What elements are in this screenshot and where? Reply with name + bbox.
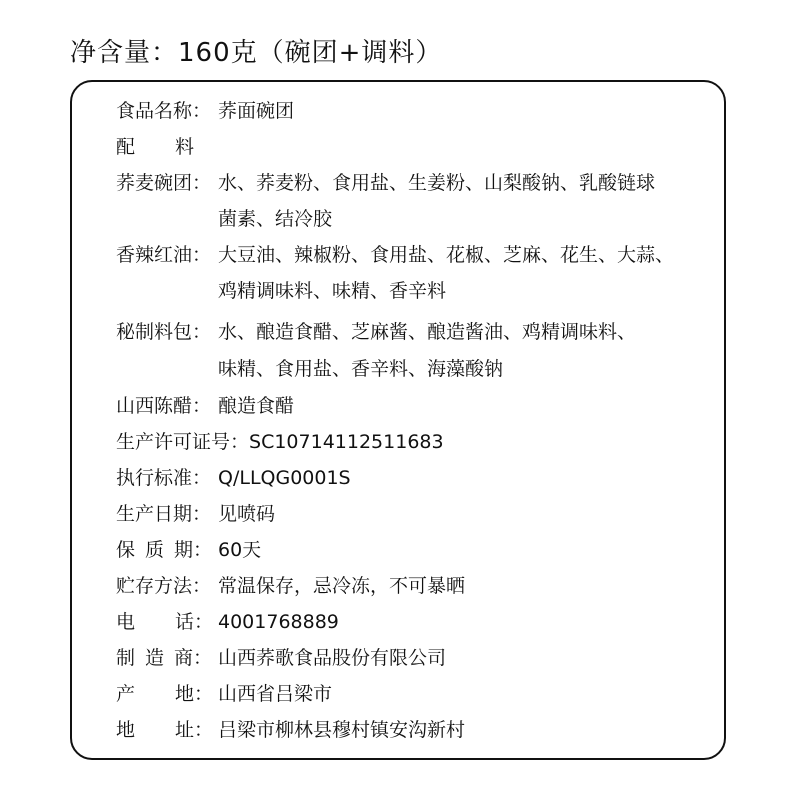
origin-value: 山西省吕梁市	[218, 683, 333, 705]
secret-sauce-key: 秘制料包：	[116, 321, 212, 343]
vinegar-key: 山西陈醋：	[116, 395, 212, 417]
secret-sauce-line2: 味精、食用盐、香辛料、海藻酸钠	[218, 358, 504, 380]
row-production-date	[116, 502, 275, 526]
phone-value: 4001768889	[218, 611, 339, 633]
product-name-key: 食品名称：	[116, 100, 212, 122]
net-weight-heading: 净含量：160克（碗团+调料）	[70, 38, 443, 68]
chili-oil-line2: 鸡精调味料、味精、香辛料	[218, 280, 447, 302]
production-date-value: 见喷码	[218, 503, 276, 525]
secret-sauce-line1: 水、酿造食醋、芝麻酱、酿造酱油、鸡精调味料、	[218, 321, 637, 343]
manufacturer-key-b: 造	[145, 647, 165, 669]
manufacturer-value: 山西荞歌食品股份有限公司	[218, 647, 447, 669]
row-ingredients-heading	[116, 135, 194, 159]
origin-key-a: 产	[116, 683, 136, 705]
chili-oil-line1: 大豆油、辣椒粉、食用盐、花椒、芝麻、花生、大蒜、	[218, 244, 675, 266]
standard-value: Q/LLQG0001S	[218, 467, 351, 489]
buckwheat-bowl-line1: 水、荞麦粉、食用盐、生姜粉、山梨酸钠、乳酸链球	[218, 172, 656, 194]
chili-oil-key: 香辣红油：	[116, 244, 212, 266]
row-buckwheat-bowl	[116, 171, 655, 195]
license-key: 生产许可证号：	[116, 431, 250, 453]
production-date-key: 生产日期：	[116, 503, 212, 525]
storage-key: 贮存方法：	[116, 575, 212, 597]
row-product-name	[116, 99, 294, 123]
origin-key-b: 地：	[175, 683, 214, 705]
manufacturer-key-a: 制	[116, 647, 136, 669]
row-manufacturer	[116, 646, 446, 670]
ingredients-heading-a: 配	[116, 136, 136, 158]
address-key-a: 地	[116, 719, 136, 741]
license-value: SC10714112511683	[249, 431, 444, 453]
address-key-b: 址：	[175, 719, 214, 741]
row-address	[116, 718, 465, 742]
storage-value: 常温保存，忌冷冻，不可暴晒	[218, 575, 466, 597]
phone-key-b: 话：	[175, 611, 214, 633]
row-standard	[116, 466, 351, 490]
row-storage	[116, 574, 465, 598]
product-name-value: 荞面碗团	[218, 100, 295, 122]
row-license	[116, 430, 444, 454]
row-secret-sauce	[116, 320, 636, 344]
phone-key-a: 电	[116, 611, 136, 633]
vinegar-value: 酿造食醋	[218, 395, 295, 417]
row-chili-oil	[116, 243, 674, 267]
shelf-life-key-b: 质	[145, 539, 165, 561]
shelf-life-value: 60天	[218, 539, 262, 561]
manufacturer-key-c: 商：	[174, 647, 213, 669]
address-value: 吕梁市柳林县穆村镇安沟新村	[218, 719, 466, 741]
buckwheat-bowl-line2: 菌素、结冷胶	[218, 208, 333, 230]
shelf-life-key-c: 期：	[174, 539, 213, 561]
ingredients-heading-b: 料	[175, 136, 195, 158]
buckwheat-bowl-key: 荞麦碗团：	[116, 172, 212, 194]
shelf-life-key-a: 保	[116, 539, 136, 561]
row-vinegar	[116, 394, 294, 418]
row-shelf-life	[116, 538, 261, 562]
standard-key: 执行标准：	[116, 467, 212, 489]
row-origin	[116, 682, 332, 706]
row-phone	[116, 610, 339, 634]
